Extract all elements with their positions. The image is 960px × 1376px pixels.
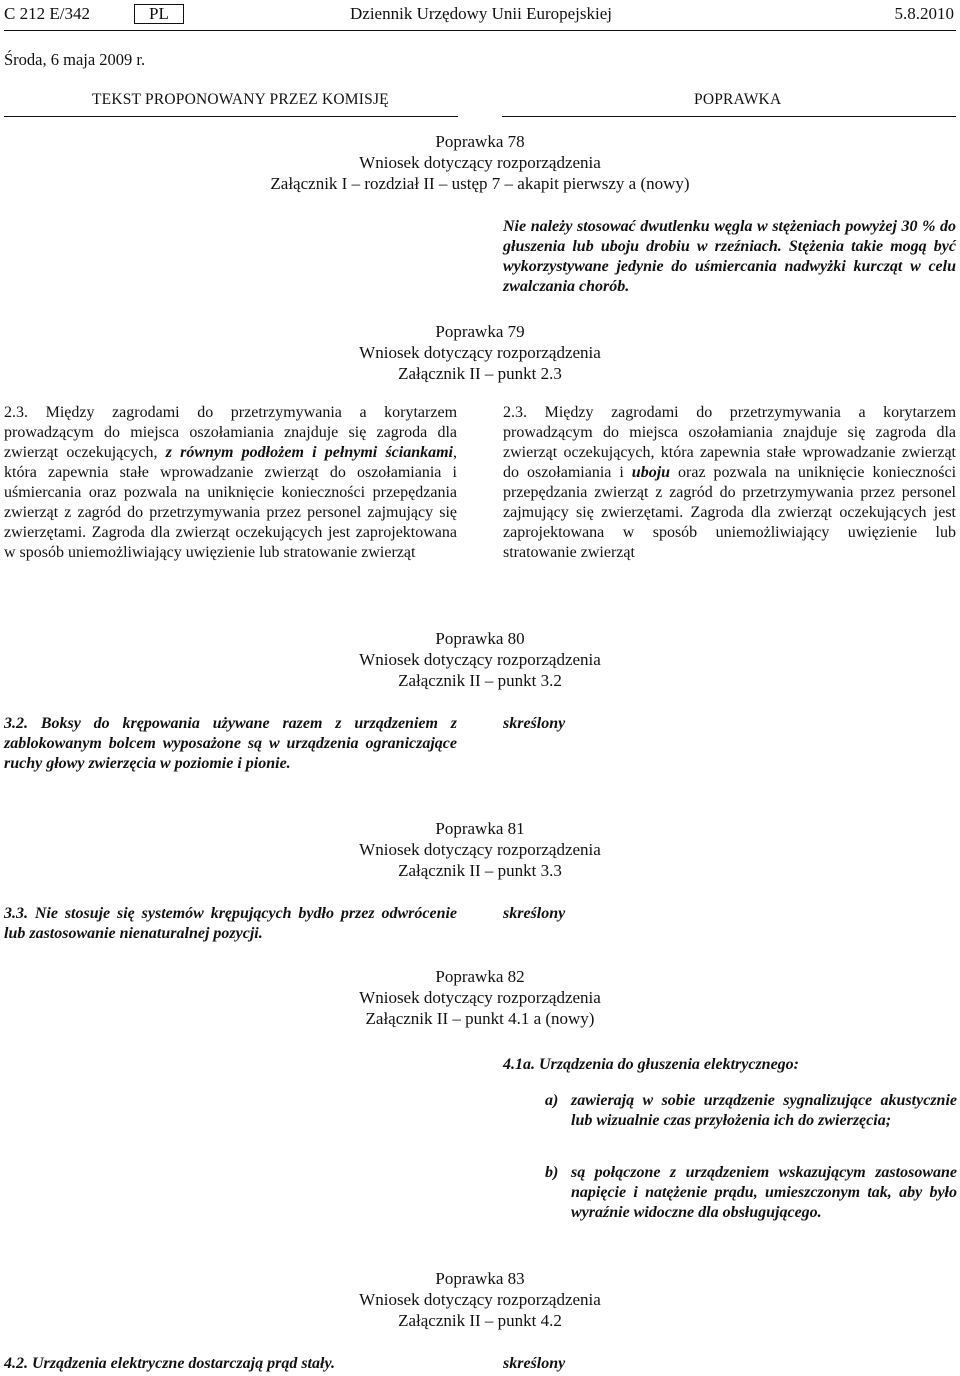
amendment-heading bbox=[0, 1268, 960, 1331]
amendment-title: Poprawka 80 bbox=[435, 629, 525, 648]
column-headings bbox=[4, 91, 956, 115]
left-column-rule bbox=[4, 116, 458, 117]
language-badge: PL bbox=[134, 4, 184, 24]
journal-code: C 212 E/342 bbox=[4, 4, 90, 23]
amendment-heading bbox=[0, 628, 960, 691]
amendment-title: Poprawka 83 bbox=[435, 1269, 525, 1288]
amendment-right-text: Nie należy stosować dwutlenku węgla w stężeniach powyżej 30 % do głuszenia lub uboju drobiu w rzeźniach. Stężenia takie mogą być wykorzystywane jedynie do uśmiercania nadwyżki kurcząt w celu zwalczania chorób. bbox=[503, 218, 956, 295]
amendment-reference: Załącznik II – punkt 2.3 bbox=[398, 364, 562, 383]
amendment-subtitle: Wniosek dotyczący rozporządzenia bbox=[359, 988, 601, 1007]
amendment-reference: Załącznik II – punkt 3.2 bbox=[398, 671, 562, 690]
amendment-heading bbox=[0, 131, 960, 194]
list-item-text: są połączone z urządzeniem wskazującym zastosowane napięcie i natężenie prądu, umieszczonym tak, aby było wyraźnie widoczne dla obsługującego. bbox=[571, 1164, 957, 1221]
amendment-right-text: 2.3. Między zagrodami do przetrzymywania a korytarzem prowadzącym do miejsca oszołamiania znajduje się zagroda dla zwierząt oczekujących, która zapewnia stałe wprowadzanie zwierząt do oszołamiania i uboju oraz pozwala na uniknięcie konieczności przepędzania zwierząt z zagród do przetrzymywania przez personel zajmujący się zwierzętami. Zagroda dla zwierząt oczekujących jest zaprojektowana w sposób uniemożliwiający uwięzienie lub stratowanie zwierząt bbox=[503, 404, 957, 561]
journal-date: 5.8.2010 bbox=[894, 4, 954, 23]
amendment-right-heading: 4.1a. Urządzenia do głuszenia elektrycznego: bbox=[503, 1056, 799, 1073]
left-column-heading: TEKST PROPONOWANY PRZEZ KOMISJĘ bbox=[92, 91, 389, 108]
page-header bbox=[4, 4, 956, 26]
amendment-heading bbox=[0, 818, 960, 881]
amendment-reference: Załącznik II – punkt 3.3 bbox=[398, 861, 562, 880]
point-number: 2.3. bbox=[503, 404, 527, 421]
list-item bbox=[545, 1091, 957, 1131]
session-date: Środa, 6 maja 2009 r. bbox=[4, 50, 146, 69]
amendment-reference: Załącznik II – punkt 4.2 bbox=[398, 1311, 562, 1330]
right-column-rule bbox=[502, 116, 956, 117]
amendment-subtitle: Wniosek dotyczący rozporządzenia bbox=[359, 650, 601, 669]
journal-title: Dziennik Urzędowy Unii Europejskiej bbox=[350, 4, 613, 23]
amendment-reference: Załącznik II – punkt 4.1 a (nowy) bbox=[365, 1009, 595, 1028]
amendment-left-text: 3.3. Nie stosuje się systemów krępujących bydło przez odwrócenie lub zastosowanie nienaturalnej pozycji. bbox=[4, 905, 458, 942]
amendment-reference: Załącznik I – rozdział II – ustęp 7 – akapit pierwszy a (nowy) bbox=[270, 174, 690, 193]
amendment-left-text: 2.3. Między zagrodami do przetrzymywania a korytarzem prowadzącym do miejsca oszołamiania znajduje się zagroda dla zwierząt oczekujących, z równym podłożem i pełnymi ściankami, która zapewnia stałe wprowadzanie zwierząt do oszołamiania i uśmiercania oraz pozwala na uniknięcie konieczności przepędzania zwierząt z zagród do przetrzymywania przez personel zajmujący się zwierzętami. Zagroda dla zwierząt oczekujących jest zaprojektowana w sposób uniemożliwiający uwięzienie lub stratowanie zwierząt bbox=[4, 404, 458, 561]
list-item-label: b) bbox=[545, 1164, 559, 1181]
amendment-right-text: skreślony bbox=[503, 905, 566, 922]
amendment-title: Poprawka 82 bbox=[435, 967, 525, 986]
amendment-subtitle: Wniosek dotyczący rozporządzenia bbox=[359, 343, 601, 362]
point-number: 3.2. bbox=[4, 715, 28, 732]
added-text: z równym podłożem i pełnymi ściankami bbox=[165, 444, 453, 461]
amendment-heading bbox=[0, 321, 960, 384]
header-divider bbox=[4, 30, 956, 31]
list-item bbox=[545, 1163, 957, 1223]
amendment-subtitle: Wniosek dotyczący rozporządzenia bbox=[359, 153, 601, 172]
point-number: 4.2. bbox=[4, 1355, 28, 1372]
amendment-title: Poprawka 79 bbox=[435, 322, 525, 341]
list-item-text: zawierają w sobie urządzenie sygnalizujące akustycznie lub wizualnie czas przyłożenia ich do zwierzęcia; bbox=[571, 1092, 957, 1129]
amendment-subtitle: Wniosek dotyczący rozporządzenia bbox=[359, 1290, 601, 1309]
amendment-left-text: 4.2. Urządzenia elektryczne dostarczają prąd stały. bbox=[4, 1355, 335, 1372]
amendment-subtitle: Wniosek dotyczący rozporządzenia bbox=[359, 840, 601, 859]
point-number: 3.3. bbox=[4, 905, 28, 922]
list-item-label: a) bbox=[545, 1092, 559, 1109]
amendment-right-text: skreślony bbox=[503, 1355, 566, 1372]
amendment-right-text: skreślony bbox=[503, 715, 566, 732]
amendment-title: Poprawka 81 bbox=[435, 819, 525, 838]
amendment-heading bbox=[0, 966, 960, 1029]
added-text: uboju bbox=[631, 464, 671, 481]
point-number: 2.3. bbox=[4, 404, 28, 421]
amendment-title: Poprawka 78 bbox=[435, 132, 525, 151]
amendment-left-text: 3.2. Boksy do krępowania używane razem z urządzeniem z zablokowanym bolcem wyposażone są w urządzenia ograniczające ruchy głowy zwierzęcia w poziomie i pionie. bbox=[4, 715, 458, 772]
right-column-heading: POPRAWKA bbox=[694, 91, 782, 108]
